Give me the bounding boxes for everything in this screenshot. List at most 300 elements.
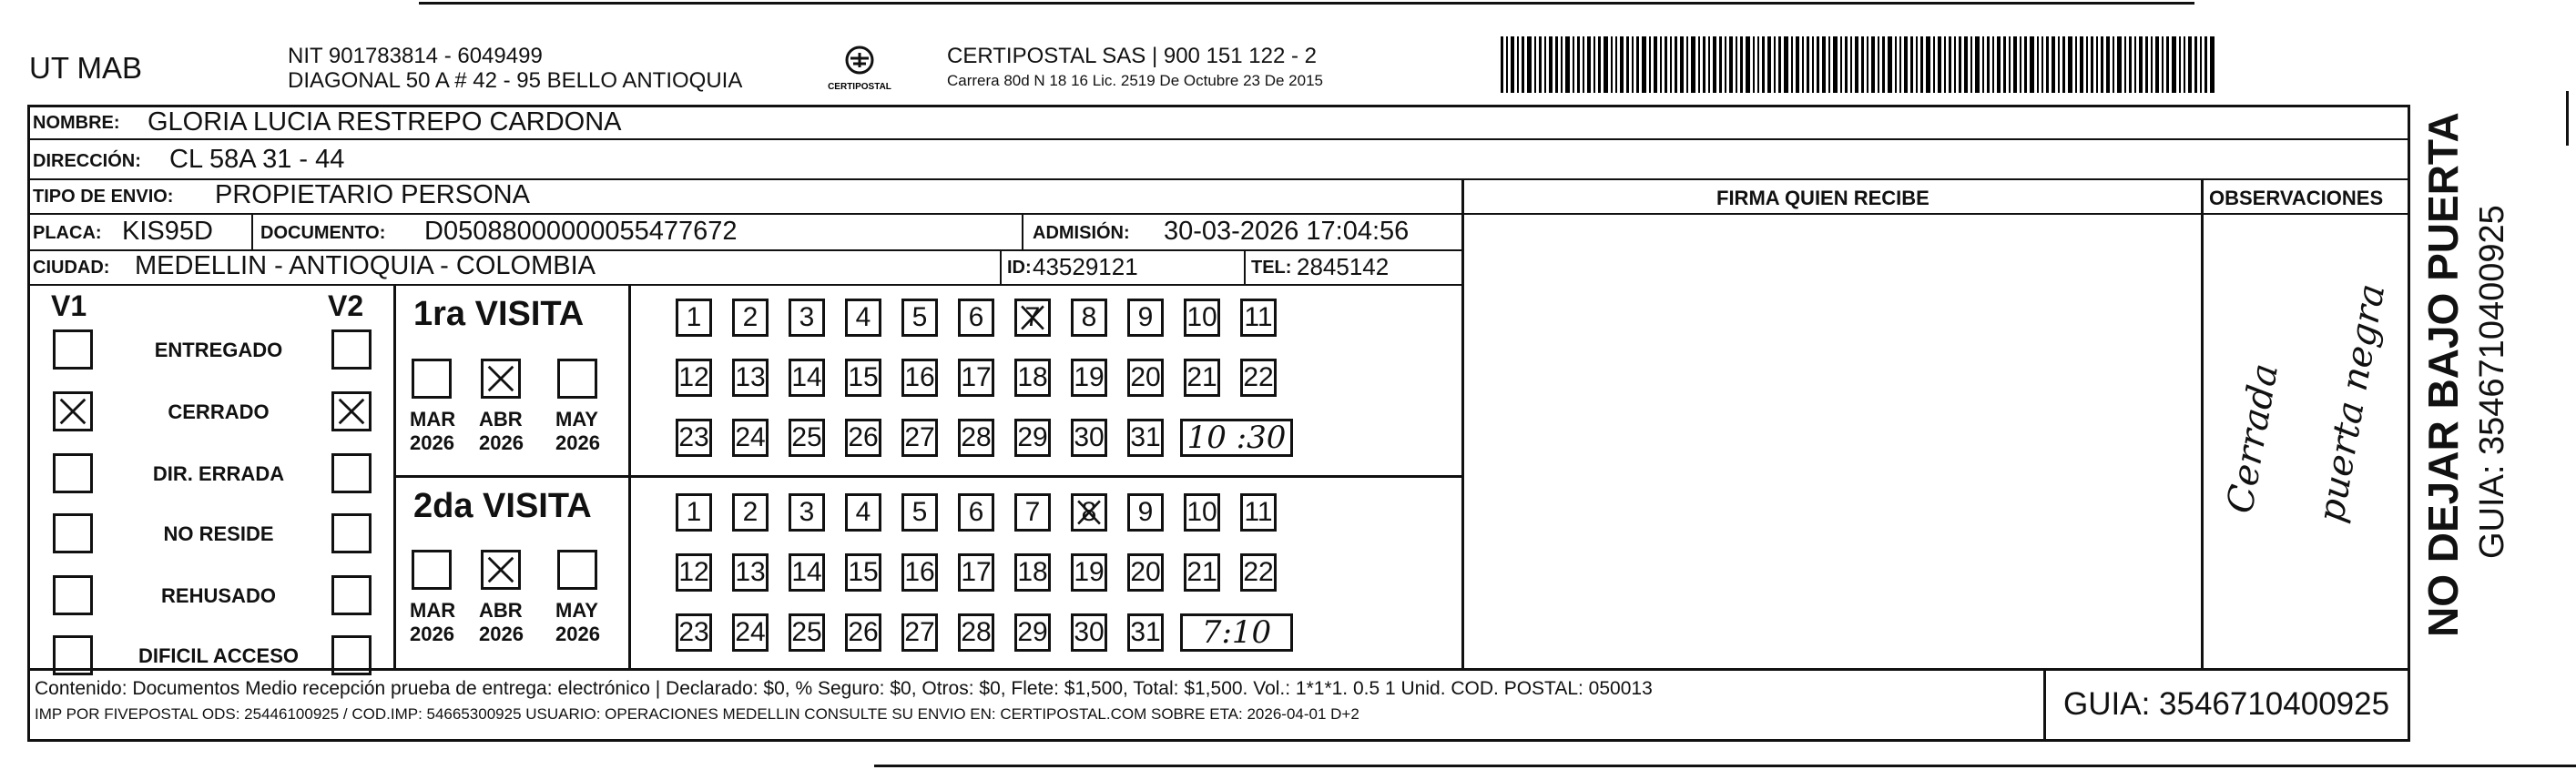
day-box[interactable] (1184, 299, 1220, 337)
month-label: MAY (555, 408, 598, 431)
barcode-bar (1796, 36, 1799, 93)
day-box[interactable] (732, 553, 769, 592)
barcode-bar (2003, 36, 2006, 93)
barcode-bar (1949, 36, 1951, 93)
day-box[interactable] (1071, 359, 1107, 397)
barcode-bar (2046, 36, 2049, 93)
frame-right (2408, 105, 2410, 742)
day-number: 27 (904, 617, 935, 647)
footer-guia-sep (2043, 668, 2046, 741)
barcode-bar (2062, 36, 2065, 93)
day-box[interactable] (676, 359, 712, 397)
direccion-label: DIRECCIÓN: (33, 151, 141, 171)
barcode-bar (1527, 36, 1532, 93)
barcode-bar (2080, 36, 2083, 93)
barcode-bar (1878, 36, 1879, 93)
v1-checkbox[interactable] (53, 329, 93, 370)
tel-sep (1244, 249, 1246, 284)
barcode-bar (1762, 36, 1765, 93)
barcode-bar (2129, 36, 2132, 93)
barcode-bar (1719, 36, 1722, 93)
barcode-bar (1577, 36, 1580, 93)
year-label: 2026 (555, 431, 600, 454)
month-checkbox[interactable] (481, 359, 521, 399)
status-label: DIFICIL ACCESO (137, 644, 299, 667)
v2-checkbox[interactable] (331, 391, 372, 431)
nombre-label: NOMBRE: (33, 113, 120, 133)
day-number: 14 (791, 362, 822, 392)
footer-guia: GUIA: 3546710400925 (2063, 686, 2390, 722)
v1-checkbox[interactable] (53, 453, 93, 493)
month-checkbox[interactable] (412, 359, 452, 399)
barcode-bar (2139, 36, 2143, 93)
day-number: 20 (1130, 362, 1161, 392)
day-box[interactable] (676, 493, 712, 532)
barcode-bar (1791, 36, 1793, 93)
day-number: 15 (848, 362, 879, 392)
day-number: 4 (855, 497, 871, 527)
barcode-bar (1539, 36, 1542, 93)
day-box[interactable] (789, 553, 825, 592)
day-box[interactable] (1184, 493, 1220, 532)
barcode-bar (1920, 36, 1923, 93)
top-rule (419, 2, 2194, 5)
day-box[interactable] (958, 553, 994, 592)
barcode-bar (1660, 36, 1662, 93)
day-number: 22 (1243, 362, 1274, 392)
barcode-bar (1964, 36, 1968, 93)
barcode-bar (1665, 36, 1667, 93)
day-box[interactable] (1014, 419, 1051, 457)
barcode-bar (1807, 36, 1809, 93)
status-label: NO RESIDE (163, 522, 274, 545)
day-box[interactable] (901, 419, 938, 457)
tel-value: 2845142 (1297, 253, 1390, 280)
barcode-bar (1598, 36, 1601, 93)
barcode-bar (1555, 36, 1558, 93)
day-number: 4 (855, 302, 871, 332)
day-number: 27 (904, 422, 935, 452)
day-number: 1 (686, 497, 702, 527)
day-box[interactable] (1071, 493, 1107, 532)
barcode-bar (2162, 36, 2164, 93)
barcode-bar (1855, 36, 1858, 93)
day-number: 7 (1024, 497, 1041, 527)
day-box[interactable] (1014, 553, 1051, 592)
right-edge-mark (2566, 91, 2569, 146)
barcode-bar (2166, 36, 2169, 93)
barcode-bar (2179, 36, 2181, 93)
day-number: 17 (961, 557, 992, 587)
day-number: 23 (678, 617, 709, 647)
sender-address: DIAGONAL 50 A # 42 - 95 BELLO ANTIOQUIA (288, 68, 743, 93)
day-box[interactable] (845, 419, 881, 457)
day-box[interactable] (1071, 419, 1107, 457)
barcode-bar (1626, 36, 1629, 93)
barcode-bar (1549, 36, 1553, 93)
day-box[interactable] (1240, 299, 1277, 337)
barcode-bar (1812, 36, 1814, 93)
id-sep (1000, 249, 1002, 284)
barcode-bar (2058, 36, 2060, 93)
barcode-bar (2184, 36, 2185, 93)
barcode-bar (2041, 36, 2043, 93)
barcode-bar (1517, 36, 1519, 93)
day-box[interactable] (732, 613, 769, 652)
barcode-bar (1895, 36, 1897, 93)
barcode-bar (1916, 36, 1918, 93)
v2-checkbox[interactable] (331, 329, 372, 370)
barcode-bar (1636, 36, 1639, 93)
day-box[interactable] (958, 359, 994, 397)
observaciones-header: OBSERVACIONES (2209, 187, 2384, 209)
documento-label: DOCUMENTO: (260, 223, 386, 243)
day-box[interactable] (732, 419, 769, 457)
day-box[interactable] (958, 613, 994, 652)
barcode-bar (1944, 36, 1946, 93)
day-box[interactable] (1071, 299, 1107, 337)
day-box[interactable] (845, 359, 881, 397)
barcode-bar (1954, 36, 1956, 93)
barcode-bar (1703, 36, 1705, 93)
day-number: 9 (1137, 497, 1154, 527)
side-guia: GUIA: 3546710400925 (2473, 205, 2511, 559)
day-number: 24 (735, 422, 766, 452)
direccion-value: CL 58A 31 - 44 (169, 145, 345, 174)
barcode-bar (1675, 36, 1677, 93)
ciudad-label: CIUDAD: (33, 258, 110, 278)
barcode-bar (1904, 36, 1908, 93)
observaciones-note-2: puerta negra (2310, 280, 2394, 526)
barcode-bar (1501, 36, 1503, 93)
barcode-bar (1774, 36, 1776, 93)
day-box[interactable] (732, 493, 769, 532)
day-box[interactable] (732, 299, 769, 337)
barcode-bar (2068, 36, 2072, 93)
admision-sep (1022, 213, 1023, 249)
day-number: 15 (848, 557, 879, 587)
day-box[interactable] (1014, 613, 1051, 652)
barcode-bar (2091, 36, 2093, 93)
admision-label: ADMISIÓN: (1033, 223, 1130, 243)
visit-separator (393, 475, 1463, 478)
status-label: CERRADO (168, 400, 270, 423)
barcode-bar (1561, 36, 1563, 93)
status-label: DIR. ERRADA (152, 462, 285, 485)
day-number: 21 (1186, 362, 1217, 392)
frame-left (27, 105, 30, 742)
barcode-bar (1840, 36, 1842, 93)
day-box[interactable] (676, 553, 712, 592)
barcode-bar (1611, 36, 1613, 93)
day-number: 18 (1017, 362, 1048, 392)
barcode-bar (2086, 36, 2088, 93)
tipo-value: PROPIETARIO PERSONA (215, 180, 530, 209)
barcode-bar (2210, 36, 2215, 93)
day-number: 30 (1074, 617, 1105, 647)
observaciones-note-1: Cerrada (2219, 360, 2287, 517)
barcode-bar (1522, 36, 1524, 93)
day-box[interactable] (901, 553, 938, 592)
barcode-bar (1506, 36, 1508, 93)
barcode-bar (2155, 36, 2159, 93)
company-address: Carrera 80d N 18 16 Lic. 2519 De Octubre 23 De 2015 (947, 72, 1323, 89)
day-box[interactable] (1240, 493, 1277, 532)
v2-header: V2 (328, 289, 364, 322)
barcode-bar (2172, 36, 2176, 93)
day-box[interactable] (676, 299, 712, 337)
day-box[interactable] (789, 359, 825, 397)
barcode-bar (1698, 36, 1700, 93)
day-number: 19 (1074, 557, 1105, 587)
barcode-bar (1778, 36, 1781, 93)
v1-checkbox[interactable] (53, 391, 93, 431)
day-box[interactable] (1014, 359, 1051, 397)
barcode-bar (1802, 36, 1804, 93)
placa-label: PLACA: (33, 223, 102, 243)
day-box[interactable] (789, 493, 825, 532)
barcode-bar (1740, 36, 1743, 93)
sender-name: UT MAB (29, 51, 143, 85)
barcode-bar (1593, 36, 1595, 93)
day-check-mark (1017, 301, 1048, 334)
barcode-bar (1784, 36, 1788, 93)
bottom-rule (874, 765, 2576, 767)
day-number: 11 (1244, 497, 1273, 527)
placa-sep (251, 213, 253, 249)
day-box[interactable] (1240, 553, 1277, 592)
barcode-bar (1959, 36, 1961, 93)
day-box[interactable] (901, 613, 938, 652)
day-box[interactable] (901, 493, 938, 532)
day-number: 6 (968, 302, 984, 332)
month-label: MAR (410, 408, 456, 431)
day-box[interactable] (1127, 493, 1164, 532)
tel-label: TEL: (1251, 258, 1292, 278)
barcode-bar (1938, 36, 1941, 93)
barcode-bar (1725, 36, 1726, 93)
day-box[interactable] (1127, 359, 1164, 397)
day-check-mark (1074, 496, 1105, 529)
barcode-bar (1867, 36, 1868, 93)
day-number: 14 (791, 557, 822, 587)
year-label: 2026 (410, 431, 454, 454)
day-box[interactable] (1127, 613, 1164, 652)
day-number: 7 (1024, 302, 1041, 332)
day-number: 19 (1074, 362, 1105, 392)
month-label: ABR (479, 408, 523, 431)
day-box[interactable] (1071, 613, 1107, 652)
barcode-bar (1926, 36, 1930, 93)
row-sep-1 (27, 138, 2410, 140)
admision-value: 30-03-2026 17:04:56 (1164, 217, 1410, 246)
day-number: 24 (735, 617, 766, 647)
barcode-bar (1828, 36, 1830, 93)
barcode-bar (1649, 36, 1651, 93)
barcode-bar (2020, 36, 2021, 93)
barcode-bar (1975, 36, 1980, 93)
barcode-bar (1736, 36, 1737, 93)
month-checkbox[interactable] (481, 550, 521, 590)
day-number: 16 (904, 557, 935, 587)
barcode-bar (1604, 36, 1608, 93)
company-name: CERTIPOSTAL SAS | 900 151 122 - 2 (947, 44, 1317, 68)
barcode-bar (1680, 36, 1684, 93)
barcode-bar (1845, 36, 1848, 93)
v1-checkbox[interactable] (53, 575, 93, 615)
barcode-bar (1534, 36, 1536, 93)
v1-header: V1 (51, 289, 87, 322)
time-box[interactable] (1180, 419, 1293, 457)
day-number: 2 (742, 302, 759, 332)
day-box[interactable] (1127, 553, 1164, 592)
barcode-bar (1997, 36, 2001, 93)
barcode-bar (1670, 36, 1672, 93)
day-box[interactable] (901, 359, 938, 397)
day-box[interactable] (958, 419, 994, 457)
day-number: 25 (791, 617, 822, 647)
day-box[interactable] (958, 493, 994, 532)
day-number: 5 (911, 302, 928, 332)
day-number: 1 (686, 302, 702, 332)
firma-header-sep (1461, 213, 2410, 215)
day-box[interactable] (1240, 359, 1277, 397)
day-box[interactable] (845, 493, 881, 532)
barcode-bar (1933, 36, 1935, 93)
day-box[interactable] (789, 613, 825, 652)
day-number: 6 (968, 497, 984, 527)
v2-checkbox[interactable] (331, 453, 372, 493)
day-number: 8 (1081, 497, 1097, 527)
barcode-bar (2037, 36, 2039, 93)
day-number: 12 (678, 362, 709, 392)
day-number: 12 (678, 557, 709, 587)
time-value: 7:10 (1201, 614, 1272, 651)
v2-checkbox[interactable] (331, 513, 372, 553)
barcode-bar (1729, 36, 1733, 93)
barcode-bar (1753, 36, 1755, 93)
barcode-bar (1861, 36, 1864, 93)
day-box[interactable] (1071, 553, 1107, 592)
barcode-bar (2134, 36, 2136, 93)
barcode-bar (1511, 36, 1514, 93)
barcode-bar (1987, 36, 1990, 93)
day-box[interactable] (901, 299, 938, 337)
v2-checkbox[interactable] (331, 575, 372, 615)
barcode-bar (2096, 36, 2098, 93)
barcode-bar (1833, 36, 1838, 93)
footer-top (27, 668, 2410, 671)
day-box[interactable] (845, 553, 881, 592)
sender-nit: NIT 901783814 - 6049499 (288, 44, 543, 68)
day-box[interactable] (1184, 359, 1220, 397)
frame-bottom (27, 739, 2410, 742)
day-box[interactable] (732, 359, 769, 397)
year-label: 2026 (479, 623, 524, 645)
day-box[interactable] (1127, 299, 1164, 337)
barcode-bar (1746, 36, 1750, 93)
status-label: REHUSADO (161, 584, 276, 607)
barcode-bar (1817, 36, 1819, 93)
barcode-bar (1871, 36, 1875, 93)
barcode-bar (2075, 36, 2077, 93)
v1-checkbox[interactable] (53, 513, 93, 553)
barcode-bar (2052, 36, 2055, 93)
day-number: 13 (735, 557, 766, 587)
day-box[interactable] (845, 613, 881, 652)
day-number: 13 (735, 362, 766, 392)
day-number: 30 (1074, 422, 1105, 452)
day-number: 25 (791, 422, 822, 452)
year-label: 2026 (410, 623, 454, 645)
barcode-bar (2024, 36, 2027, 93)
day-number: 5 (911, 497, 928, 527)
day-number: 10 (1186, 302, 1217, 332)
day-box[interactable] (789, 299, 825, 337)
id-value: 43529121 (1033, 253, 1138, 280)
barcode-bar (1686, 36, 1688, 93)
day-number: 29 (1017, 617, 1048, 647)
day-box[interactable] (1014, 299, 1051, 337)
day-box[interactable] (789, 419, 825, 457)
month-checkbox[interactable] (412, 550, 452, 590)
barcode-bar (1708, 36, 1710, 93)
placa-value: KIS95D (122, 217, 213, 246)
barcode-bar (1632, 36, 1634, 93)
barcode-bar (1982, 36, 1984, 93)
barcode-bar (2151, 36, 2153, 93)
barcode-bar (1615, 36, 1617, 93)
certipostal-logo (827, 42, 892, 96)
month-checkbox[interactable] (557, 359, 597, 399)
day-box[interactable] (676, 419, 712, 457)
tipo-label: TIPO DE ENVIO: (33, 187, 174, 207)
year-label: 2026 (479, 431, 524, 454)
day-box[interactable] (1127, 419, 1164, 457)
day-number: 31 (1130, 422, 1161, 452)
barcode-bar (2106, 36, 2110, 93)
day-number: 23 (678, 422, 709, 452)
month-checkbox[interactable] (557, 550, 597, 590)
barcode-bar (2194, 36, 2197, 93)
day-number: 21 (1186, 557, 1217, 587)
day-number: 31 (1130, 617, 1161, 647)
barcode-bar (1620, 36, 1624, 93)
id-label: ID: (1007, 258, 1032, 278)
day-box[interactable] (958, 299, 994, 337)
day-number: 3 (799, 497, 815, 527)
documento-value: D05088000000055477672 (424, 217, 738, 246)
barcode-bar (2030, 36, 2034, 93)
day-box[interactable] (1184, 553, 1220, 592)
day-number: 9 (1137, 302, 1154, 332)
visit1-title: 1ra VISITA (413, 295, 585, 333)
barcode-bar (1573, 36, 1574, 93)
time-value: 10 :30 (1186, 420, 1287, 456)
firma-left-border (1461, 178, 1464, 668)
day-box[interactable] (676, 613, 712, 652)
time-box[interactable] (1180, 613, 1293, 652)
day-box[interactable] (1014, 493, 1051, 532)
barcode-bar (2101, 36, 2103, 93)
day-box[interactable] (845, 299, 881, 337)
barcode-bar (2204, 36, 2207, 93)
barcode-bar (2188, 36, 2192, 93)
day-number: 26 (848, 617, 879, 647)
barcode-bar (2113, 36, 2114, 93)
barcode-bar (1587, 36, 1591, 93)
visit2-title: 2da VISITA (413, 487, 592, 525)
